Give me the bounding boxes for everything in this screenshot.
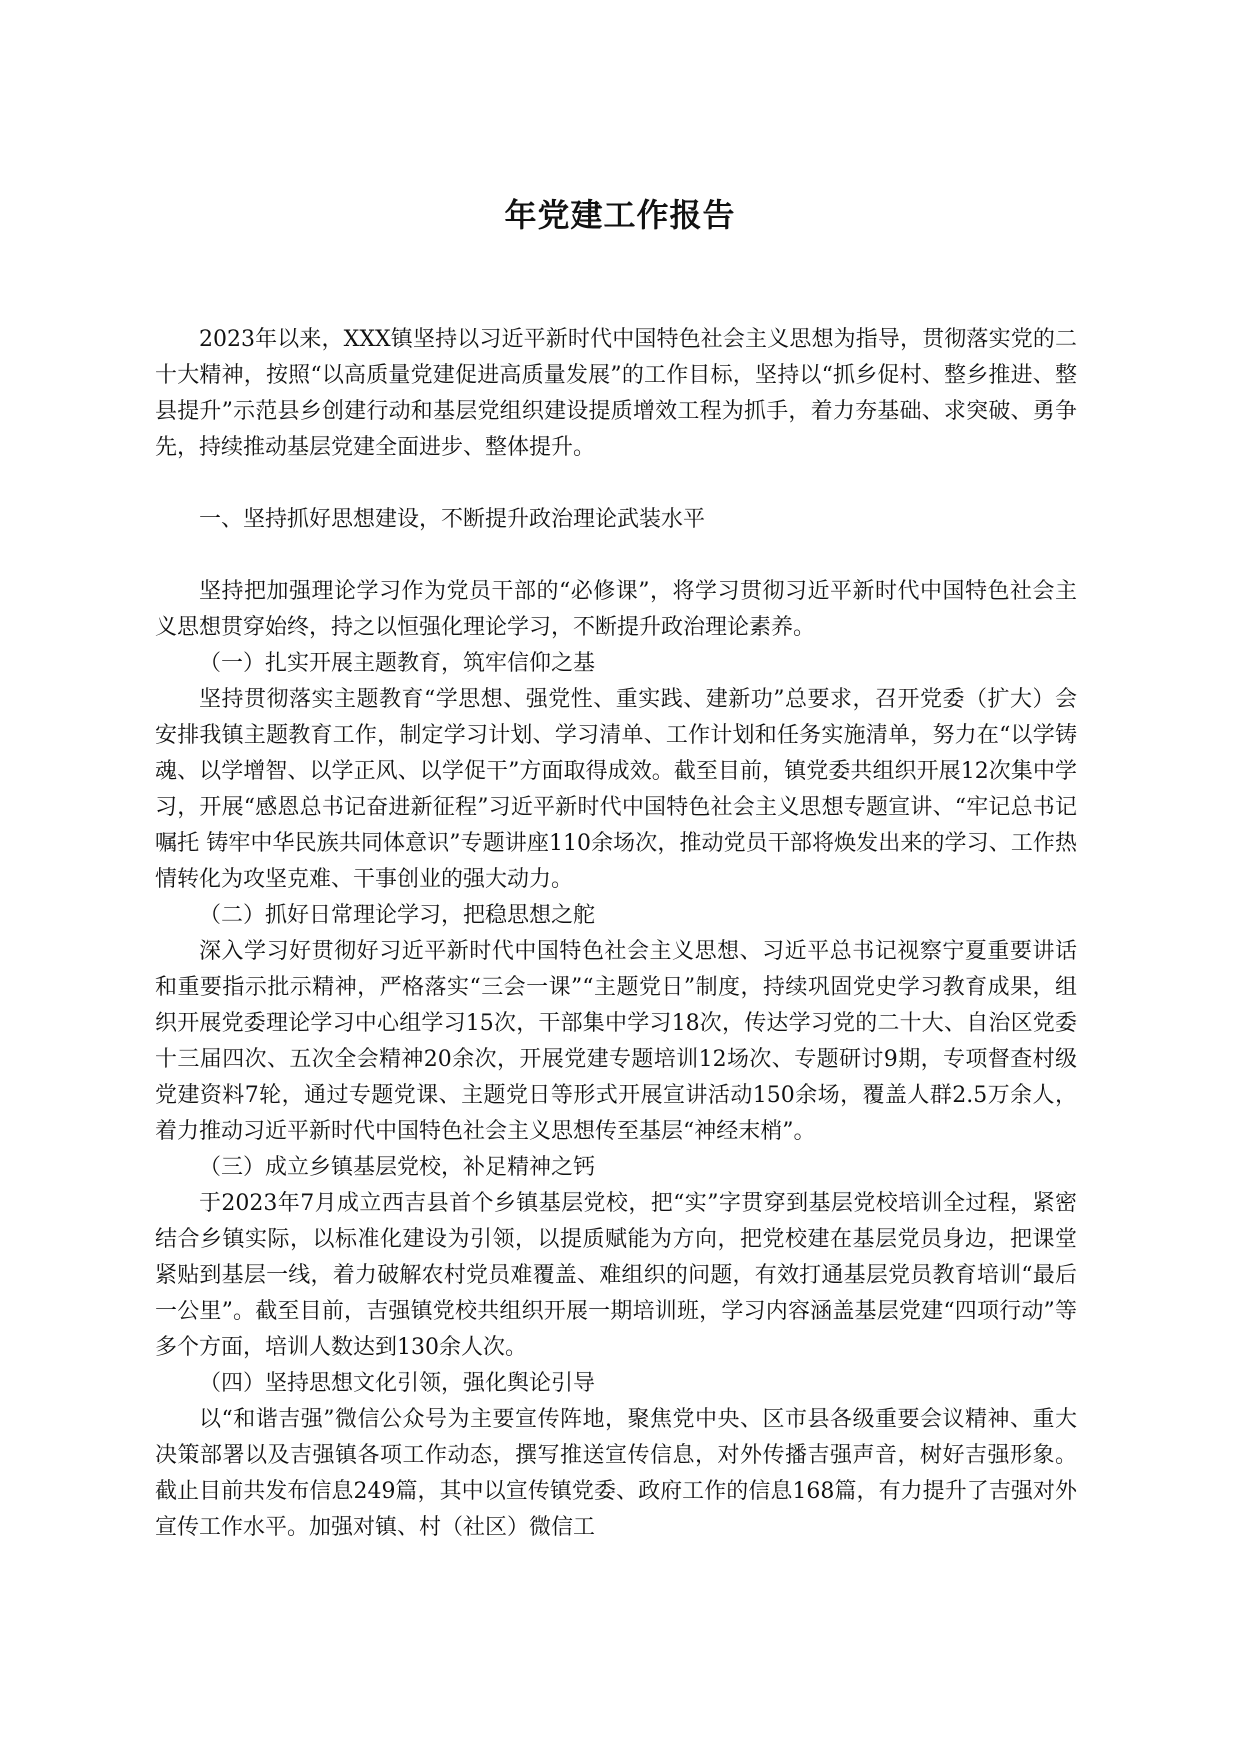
subsection-paragraph: 深入学习好贯彻好习近平新时代中国特色社会主义思想、习近平总书记视察宁夏重要讲话和重要指示批示精神，严格落实“三会一课”“主题党日”制度，持续巩固党史学习教育成果，组织开展党委理论学习中心组学习15次，干部集中学习18次，传达学习党的二十大、自治区党委十三届四次、五次全会精神20余次，开展党建专题培训12场次、专题研讨9期，专项督查村级党建资料7轮，通过专题党课、主题党日等形式开展宣讲活动150余场，覆盖人群2.5万余人，着力推动习近平新时代中国特色社会主义思想传至基层“神经末梢”。	[155, 939, 1077, 1144]
section-heading: 一、坚持抓好思想建设，不断提升政治理论武装水平	[199, 507, 706, 532]
subsection-heading: （三）成立乡镇基层党校，补足精神之钙	[199, 1155, 596, 1180]
intro-paragraph: 2023年以来，XXX镇坚持以习近平新时代中国特色社会主义思想为指导，贯彻落实党的二十大精神，按照“以高质量党建促进高质量发展”的工作目标，坚持以“抓乡促村、整乡推进、整县提升”示范县乡创建行动和基层党组织建设提质增效工程为抓手，着力夯基础、求突破、勇争先，持续推动基层党建全面进步、整体提升。	[155, 327, 1077, 460]
subsection-paragraph: 于2023年7月成立西吉县首个乡镇基层党校，把“实”字贯穿到基层党校培训全过程，紧密结合乡镇实际，以标准化建设为引领，以提质赋能为方向，把党校建在基层党员身边，把课堂紧贴到基层一线，着力破解农村党员难覆盖、难组织的问题，有效打通基层党员教育培训“最后一公里”。截至目前，吉强镇党校共组织开展一期培训班，学习内容涵盖基层党建“四项行动”等多个方面，培训人数达到130余人次。	[155, 1191, 1077, 1360]
subsection-heading: （一）扎实开展主题教育，筑牢信仰之基	[199, 651, 596, 676]
section-lead-paragraph: 坚持把加强理论学习作为党员干部的“必修课”，将学习贯彻习近平新时代中国特色社会主义思想贯穿始终，持之以恒强化理论学习，不断提升政治理论素养。	[155, 579, 1077, 640]
document-body	[155, 322, 1077, 1546]
subsection-paragraph: 坚持贯彻落实主题教育“学思想、强党性、重实践、建新功”总要求，召开党委（扩大）会安排我镇主题教育工作，制定学习计划、学习清单、工作计划和任务实施清单，努力在“以学铸魂、以学增智、以学正风、以学促干”方面取得成效。截至目前，镇党委共组织开展12次集中学习，开展“感恩总书记奋进新征程”习近平新时代中国特色社会主义思想专题宣讲、“牢记总书记嘱托 铸牢中华民族共同体意识”专题讲座110余场次，推动党员干部将焕发出来的学习、工作热情转化为攻坚克难、干事创业的强大动力。	[155, 687, 1078, 892]
document-title: 年党建工作报告	[504, 196, 736, 234]
subsection-heading: （二）抓好日常理论学习，把稳思想之舵	[199, 903, 596, 928]
subsection-paragraph: 以“和谐吉强”微信公众号为主要宣传阵地，聚焦党中央、区市县各级重要会议精神、重大决策部署以及吉强镇各项工作动态，撰写推送宣传信息，对外传播吉强声音，树好吉强形象。截止目前共发布信息249篇，其中以宣传镇党委、政府工作的信息168篇，有力提升了吉强对外宣传工作水平。加强对镇、村（社区）微信工	[155, 1407, 1077, 1540]
subsection-heading: （四）坚持思想文化引领，强化舆论引导	[199, 1371, 596, 1396]
